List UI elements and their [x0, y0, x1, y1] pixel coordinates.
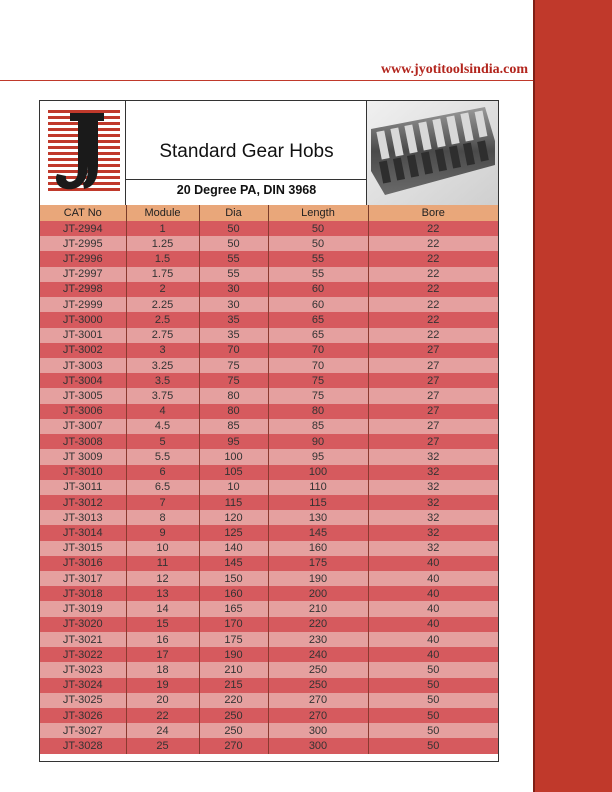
cell-module: 5: [126, 434, 199, 449]
header-rule: [0, 80, 533, 81]
cell-cat-no: JT-3002: [40, 343, 126, 358]
cell-module: 18: [126, 662, 199, 677]
cell-length: 210: [268, 601, 368, 616]
cell-dia: 120: [199, 510, 268, 525]
cell-module: 15: [126, 617, 199, 632]
table-row: [40, 297, 498, 312]
cell-module: 6: [126, 465, 199, 480]
cell-bore: 50: [368, 662, 498, 677]
table-row: [40, 312, 498, 327]
cell-module: 1: [126, 221, 199, 236]
cell-dia: 250: [199, 723, 268, 738]
cell-cat-no: JT-3021: [40, 632, 126, 647]
company-logo: [40, 101, 126, 205]
table-row: [40, 678, 498, 693]
cell-module: 19: [126, 678, 199, 693]
cell-module: 4: [126, 404, 199, 419]
subtitle-rule: [126, 179, 367, 180]
cell-cat-no: JT-3020: [40, 617, 126, 632]
cell-bore: 22: [368, 328, 498, 343]
table-row: [40, 632, 498, 647]
cell-bore: 40: [368, 632, 498, 647]
table-row: [40, 662, 498, 677]
cell-bore: 27: [368, 404, 498, 419]
cell-dia: 270: [199, 738, 268, 753]
cell-module: 12: [126, 571, 199, 586]
cell-dia: 190: [199, 647, 268, 662]
cell-module: 7: [126, 495, 199, 510]
cell-module: 9: [126, 525, 199, 540]
cell-length: 115: [268, 495, 368, 510]
table-row: [40, 419, 498, 434]
cell-dia: 95: [199, 434, 268, 449]
table-row: [40, 358, 498, 373]
cell-length: 250: [268, 662, 368, 677]
cell-module: 3.75: [126, 388, 199, 403]
cell-bore: 32: [368, 465, 498, 480]
cell-length: 95: [268, 449, 368, 464]
cell-dia: 165: [199, 601, 268, 616]
cell-length: 145: [268, 525, 368, 540]
cell-dia: 75: [199, 373, 268, 388]
cell-bore: 32: [368, 525, 498, 540]
cell-length: 50: [268, 221, 368, 236]
cell-length: 55: [268, 251, 368, 266]
cell-bore: 32: [368, 495, 498, 510]
cell-dia: 210: [199, 662, 268, 677]
cell-module: 2.75: [126, 328, 199, 343]
cell-length: 55: [268, 267, 368, 282]
cell-cat-no: JT-2999: [40, 297, 126, 312]
cell-module: 2.25: [126, 297, 199, 312]
cell-dia: 30: [199, 297, 268, 312]
table-row: [40, 601, 498, 616]
cell-cat-no: JT-3005: [40, 388, 126, 403]
cell-cat-no: JT-3014: [40, 525, 126, 540]
table-row: [40, 647, 498, 662]
cell-dia: 100: [199, 449, 268, 464]
cell-cat-no: JT-3011: [40, 480, 126, 495]
cell-cat-no: JT-3004: [40, 373, 126, 388]
cell-length: 300: [268, 723, 368, 738]
cell-dia: 10: [199, 480, 268, 495]
cell-dia: 150: [199, 571, 268, 586]
cell-length: 270: [268, 693, 368, 708]
cell-length: 70: [268, 343, 368, 358]
cell-dia: 75: [199, 358, 268, 373]
cell-dia: 215: [199, 678, 268, 693]
cell-dia: 50: [199, 221, 268, 236]
cell-length: 75: [268, 373, 368, 388]
cell-dia: 55: [199, 267, 268, 282]
table-row: [40, 480, 498, 495]
cell-length: 200: [268, 586, 368, 601]
cell-module: 14: [126, 601, 199, 616]
cell-length: 65: [268, 312, 368, 327]
cell-cat-no: JT-2995: [40, 236, 126, 251]
column-header-module: Module: [126, 205, 199, 221]
cell-length: 160: [268, 541, 368, 556]
cell-bore: 22: [368, 282, 498, 297]
cell-dia: 80: [199, 404, 268, 419]
cell-length: 65: [268, 328, 368, 343]
cell-cat-no: JT-3016: [40, 556, 126, 571]
table-row: [40, 525, 498, 540]
cell-module: 24: [126, 723, 199, 738]
cell-dia: 145: [199, 556, 268, 571]
cell-length: 50: [268, 236, 368, 251]
cell-length: 175: [268, 556, 368, 571]
cell-length: 75: [268, 388, 368, 403]
cell-bore: 32: [368, 510, 498, 525]
table-row: [40, 723, 498, 738]
cell-module: 1.75: [126, 267, 199, 282]
cell-bore: 40: [368, 571, 498, 586]
cell-dia: 170: [199, 617, 268, 632]
cell-cat-no: JT-3017: [40, 571, 126, 586]
product-sheet: [39, 100, 499, 762]
cell-cat-no: JT-3019: [40, 601, 126, 616]
cell-bore: 27: [368, 388, 498, 403]
cell-length: 100: [268, 465, 368, 480]
cell-bore: 22: [368, 312, 498, 327]
table-row: [40, 251, 498, 266]
cell-dia: 105: [199, 465, 268, 480]
cell-bore: 50: [368, 723, 498, 738]
cell-bore: 50: [368, 738, 498, 753]
cell-module: 1.5: [126, 251, 199, 266]
cell-bore: 50: [368, 708, 498, 723]
cell-module: 5.5: [126, 449, 199, 464]
cell-cat-no: JT-3028: [40, 738, 126, 753]
gear-hob-image: [367, 101, 498, 205]
page-subtitle: 20 Degree PA, DIN 3968: [176, 183, 317, 197]
cell-bore: 40: [368, 617, 498, 632]
cell-dia: 35: [199, 328, 268, 343]
table-header-row: [40, 205, 498, 221]
cell-bore: 32: [368, 480, 498, 495]
cell-cat-no: JT-3006: [40, 404, 126, 419]
logo-cell: [40, 101, 126, 205]
cell-dia: 250: [199, 708, 268, 723]
cell-module: 11: [126, 556, 199, 571]
cell-bore: 50: [368, 693, 498, 708]
cell-module: 20: [126, 693, 199, 708]
cell-module: 10: [126, 541, 199, 556]
cell-dia: 85: [199, 419, 268, 434]
cell-module: 2.5: [126, 312, 199, 327]
gear-hob-photo: [367, 101, 498, 205]
cell-dia: 175: [199, 632, 268, 647]
table-row: [40, 465, 498, 480]
cell-cat-no: JT-3022: [40, 647, 126, 662]
cell-dia: 140: [199, 541, 268, 556]
table-row: [40, 586, 498, 601]
cell-length: 300: [268, 738, 368, 753]
title-cell: [126, 101, 367, 205]
cell-dia: 55: [199, 251, 268, 266]
cell-module: 3.25: [126, 358, 199, 373]
cell-length: 80: [268, 404, 368, 419]
cell-cat-no: JT-3008: [40, 434, 126, 449]
cell-cat-no: JT-2994: [40, 221, 126, 236]
table-row: [40, 328, 498, 343]
cell-module: 3.5: [126, 373, 199, 388]
cell-cat-no: JT-3026: [40, 708, 126, 723]
cell-length: 130: [268, 510, 368, 525]
table-row: [40, 495, 498, 510]
table-row: [40, 343, 498, 358]
cell-bore: 40: [368, 586, 498, 601]
table-row: [40, 708, 498, 723]
column-header-dia: Dia: [199, 205, 268, 221]
cell-module: 8: [126, 510, 199, 525]
cell-length: 70: [268, 358, 368, 373]
table-row: [40, 571, 498, 586]
cell-length: 60: [268, 297, 368, 312]
cell-bore: 40: [368, 556, 498, 571]
cell-cat-no: JT-2996: [40, 251, 126, 266]
cell-bore: 40: [368, 601, 498, 616]
table-row: [40, 404, 498, 419]
cell-cat-no: JT-2997: [40, 267, 126, 282]
cell-dia: 35: [199, 312, 268, 327]
table-row: [40, 373, 498, 388]
cell-bore: 32: [368, 541, 498, 556]
table-row: [40, 434, 498, 449]
cell-cat-no: JT-3000: [40, 312, 126, 327]
cell-length: 220: [268, 617, 368, 632]
cell-bore: 27: [368, 343, 498, 358]
cell-cat-no: JT-3023: [40, 662, 126, 677]
table-row: [40, 388, 498, 403]
cell-bore: 22: [368, 251, 498, 266]
gear-hobs-table: [40, 205, 498, 754]
cell-bore: 27: [368, 358, 498, 373]
cell-dia: 50: [199, 236, 268, 251]
cell-cat-no: JT-3015: [40, 541, 126, 556]
table-row: [40, 617, 498, 632]
cell-length: 270: [268, 708, 368, 723]
cell-bore: 22: [368, 236, 498, 251]
cell-module: 3: [126, 343, 199, 358]
cell-dia: 160: [199, 586, 268, 601]
page-title: Standard Gear Hobs: [159, 141, 334, 162]
cell-cat-no: JT-3027: [40, 723, 126, 738]
table-row: [40, 541, 498, 556]
right-color-band: [535, 0, 612, 792]
cell-bore: 32: [368, 449, 498, 464]
cell-cat-no: JT-2998: [40, 282, 126, 297]
cell-dia: 220: [199, 693, 268, 708]
cell-length: 250: [268, 678, 368, 693]
cell-length: 230: [268, 632, 368, 647]
table-body: [40, 221, 498, 754]
cell-dia: 125: [199, 525, 268, 540]
cell-module: 22: [126, 708, 199, 723]
cell-length: 90: [268, 434, 368, 449]
cell-cat-no: JT-3013: [40, 510, 126, 525]
cell-dia: 80: [199, 388, 268, 403]
cell-dia: 30: [199, 282, 268, 297]
cell-module: 25: [126, 738, 199, 753]
cell-bore: 22: [368, 267, 498, 282]
table-row: [40, 449, 498, 464]
cell-module: 4.5: [126, 419, 199, 434]
cell-bore: 27: [368, 419, 498, 434]
cell-module: 2: [126, 282, 199, 297]
cell-module: 17: [126, 647, 199, 662]
cell-bore: 22: [368, 221, 498, 236]
table-row: [40, 556, 498, 571]
cell-bore: 27: [368, 373, 498, 388]
column-header-cat-no: CAT No: [40, 205, 126, 221]
table-row: [40, 282, 498, 297]
cell-bore: 40: [368, 647, 498, 662]
cell-cat-no: JT-3001: [40, 328, 126, 343]
cell-length: 60: [268, 282, 368, 297]
cell-module: 13: [126, 586, 199, 601]
cell-length: 240: [268, 647, 368, 662]
cell-length: 110: [268, 480, 368, 495]
cell-cat-no: JT-3024: [40, 678, 126, 693]
cell-module: 1.25: [126, 236, 199, 251]
table-row: [40, 693, 498, 708]
cell-cat-no: JT-3018: [40, 586, 126, 601]
cell-dia: 115: [199, 495, 268, 510]
cell-module: 6.5: [126, 480, 199, 495]
cell-bore: 22: [368, 297, 498, 312]
cell-bore: 27: [368, 434, 498, 449]
website-url[interactable]: www.jyotitoolsindia.com: [381, 62, 528, 77]
column-header-length: Length: [268, 205, 368, 221]
cell-cat-no: JT 3009: [40, 449, 126, 464]
cell-bore: 50: [368, 678, 498, 693]
table-row: [40, 221, 498, 236]
cell-length: 190: [268, 571, 368, 586]
cell-cat-no: JT-3003: [40, 358, 126, 373]
cell-cat-no: JT-3010: [40, 465, 126, 480]
cell-length: 85: [268, 419, 368, 434]
sheet-header: [40, 101, 498, 205]
cell-module: 16: [126, 632, 199, 647]
table-row: [40, 510, 498, 525]
column-header-bore: Bore: [368, 205, 498, 221]
table-row: [40, 267, 498, 282]
cell-cat-no: JT-3025: [40, 693, 126, 708]
cell-dia: 70: [199, 343, 268, 358]
table-row: [40, 236, 498, 251]
table-row: [40, 738, 498, 753]
cell-cat-no: JT-3007: [40, 419, 126, 434]
cell-cat-no: JT-3012: [40, 495, 126, 510]
